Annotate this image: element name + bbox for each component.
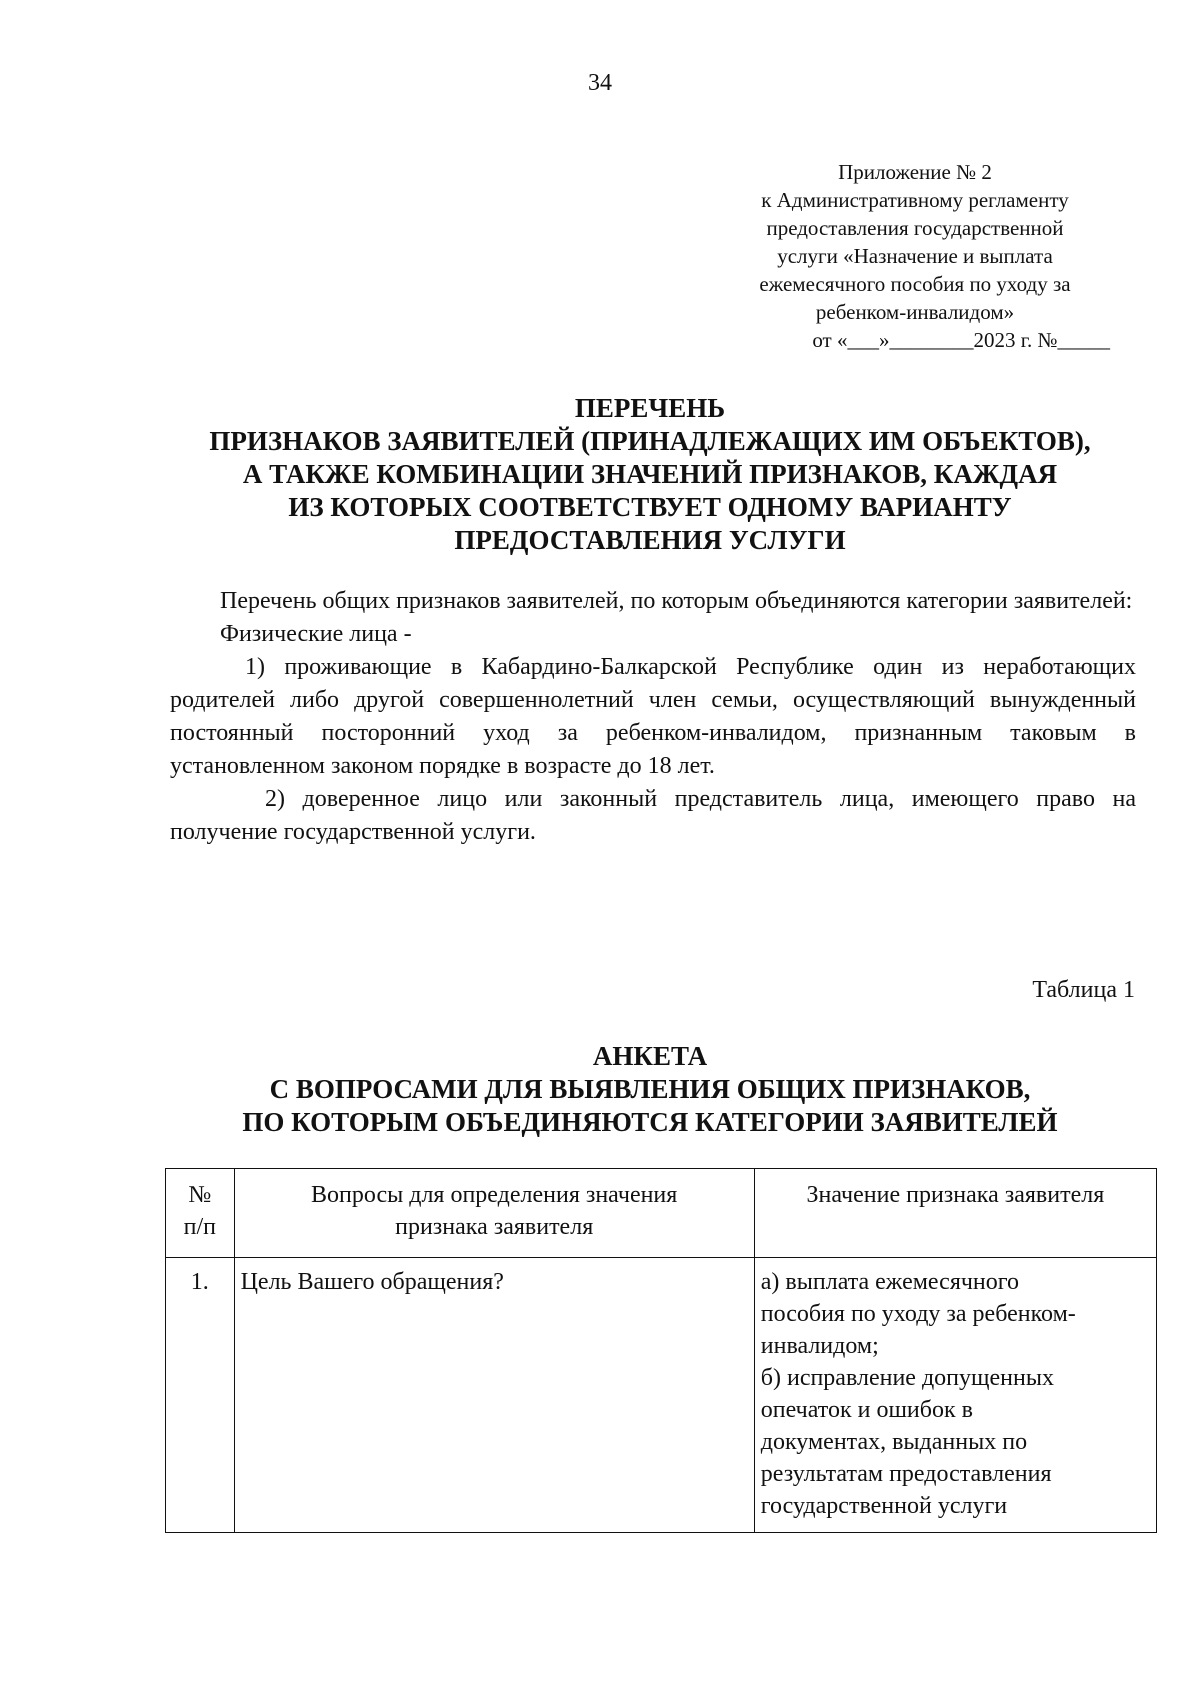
- appendix-line: к Административному регламенту: [761, 188, 1069, 212]
- anketa-title: [160, 1040, 1140, 1139]
- table-label: Таблица 1: [1032, 977, 1135, 1003]
- table-row: [166, 1258, 1157, 1533]
- header-question-line: признака заявителя: [395, 1214, 594, 1240]
- title-line: А ТАКЖЕ КОМБИНАЦИИ ЗНАЧЕНИЙ ПРИЗНАКОВ, КАЖДАЯ: [242, 459, 1058, 489]
- value-line: опечаток и ошибок в: [760, 1397, 973, 1423]
- header-num-line: п/п: [183, 1214, 216, 1240]
- anketa-title-line: АНКЕТА: [592, 1041, 708, 1071]
- value-line: пособия по уходу за ребенком-: [760, 1301, 1076, 1327]
- header-num: [166, 1169, 235, 1258]
- value-line: б) исправление допущенных: [760, 1365, 1054, 1391]
- table-header-row: [166, 1169, 1157, 1258]
- header-question: [234, 1169, 754, 1258]
- header-value: Значение признака заявителя: [754, 1169, 1156, 1258]
- title-line: ПЕРЕЧЕНЬ: [574, 393, 726, 423]
- header-num-line: №: [188, 1182, 212, 1208]
- title-line: ПРЕДОСТАВЛЕНИЯ УСЛУГИ: [454, 525, 846, 555]
- appendix-line: Приложение № 2: [838, 160, 992, 184]
- body-intro: Перечень общих признаков заявителей, по которым объединяются категории заявителей:: [220, 588, 1133, 614]
- page-number: 34: [588, 70, 612, 96]
- appendix-line: ежемесячного пособия по уходу за: [759, 272, 1071, 296]
- value-line: государственной услуги: [760, 1493, 1008, 1519]
- appendix-date-line: от «___»________2023 г. №_____: [812, 328, 1110, 352]
- questionnaire-table: [165, 1168, 1157, 1533]
- document-body: [170, 585, 1136, 849]
- document-title: [160, 392, 1140, 557]
- header-question-line: Вопросы для определения значения: [311, 1182, 678, 1208]
- body-item-1: 1) проживающие в Кабардино-Балкарской Республике один из неработающих родителей либо другой совершеннолетний член семьи, осуществляющий вынужденный постоянный посторонний уход за ребенком-инвалидом, признанным таковым в установленном законом порядке в возрасте до 18 лет.: [170, 654, 1136, 779]
- value-line: результатам предоставления: [760, 1461, 1052, 1487]
- value-line: документах, выданных по: [760, 1429, 1028, 1455]
- title-line: ПРИЗНАКОВ ЗАЯВИТЕЛЕЙ (ПРИНАДЛЕЖАЩИХ ИМ ОБЪЕКТОВ),: [209, 426, 1091, 456]
- value-line: инвалидом;: [760, 1333, 879, 1359]
- appendix-line: ребенком-инвалидом»: [815, 300, 1015, 324]
- body-subject: Физические лица -: [220, 621, 412, 647]
- anketa-title-line: С ВОПРОСАМИ ДЛЯ ВЫЯВЛЕНИЯ ОБЩИХ ПРИЗНАКОВ,: [269, 1074, 1031, 1104]
- body-item-2: 2) доверенное лицо или законный представитель лица, имеющего право на получение государственной услуги.: [170, 786, 1136, 845]
- row-num: 1.: [166, 1258, 235, 1533]
- row-question: Цель Вашего обращения?: [234, 1258, 754, 1533]
- appendix-line: услуги «Назначение и выплата: [777, 244, 1053, 268]
- anketa-title-line: ПО КОТОРЫМ ОБЪЕДИНЯЮТСЯ КАТЕГОРИИ ЗАЯВИТЕЛЕЙ: [242, 1107, 1058, 1137]
- appendix-line: предоставления государственной: [766, 216, 1064, 240]
- appendix-block: [720, 158, 1110, 354]
- value-line: а) выплата ежемесячного: [760, 1269, 1020, 1295]
- title-line: ИЗ КОТОРЫХ СООТВЕТСТВУЕТ ОДНОМУ ВАРИАНТУ: [288, 492, 1012, 522]
- row-value: [754, 1258, 1156, 1533]
